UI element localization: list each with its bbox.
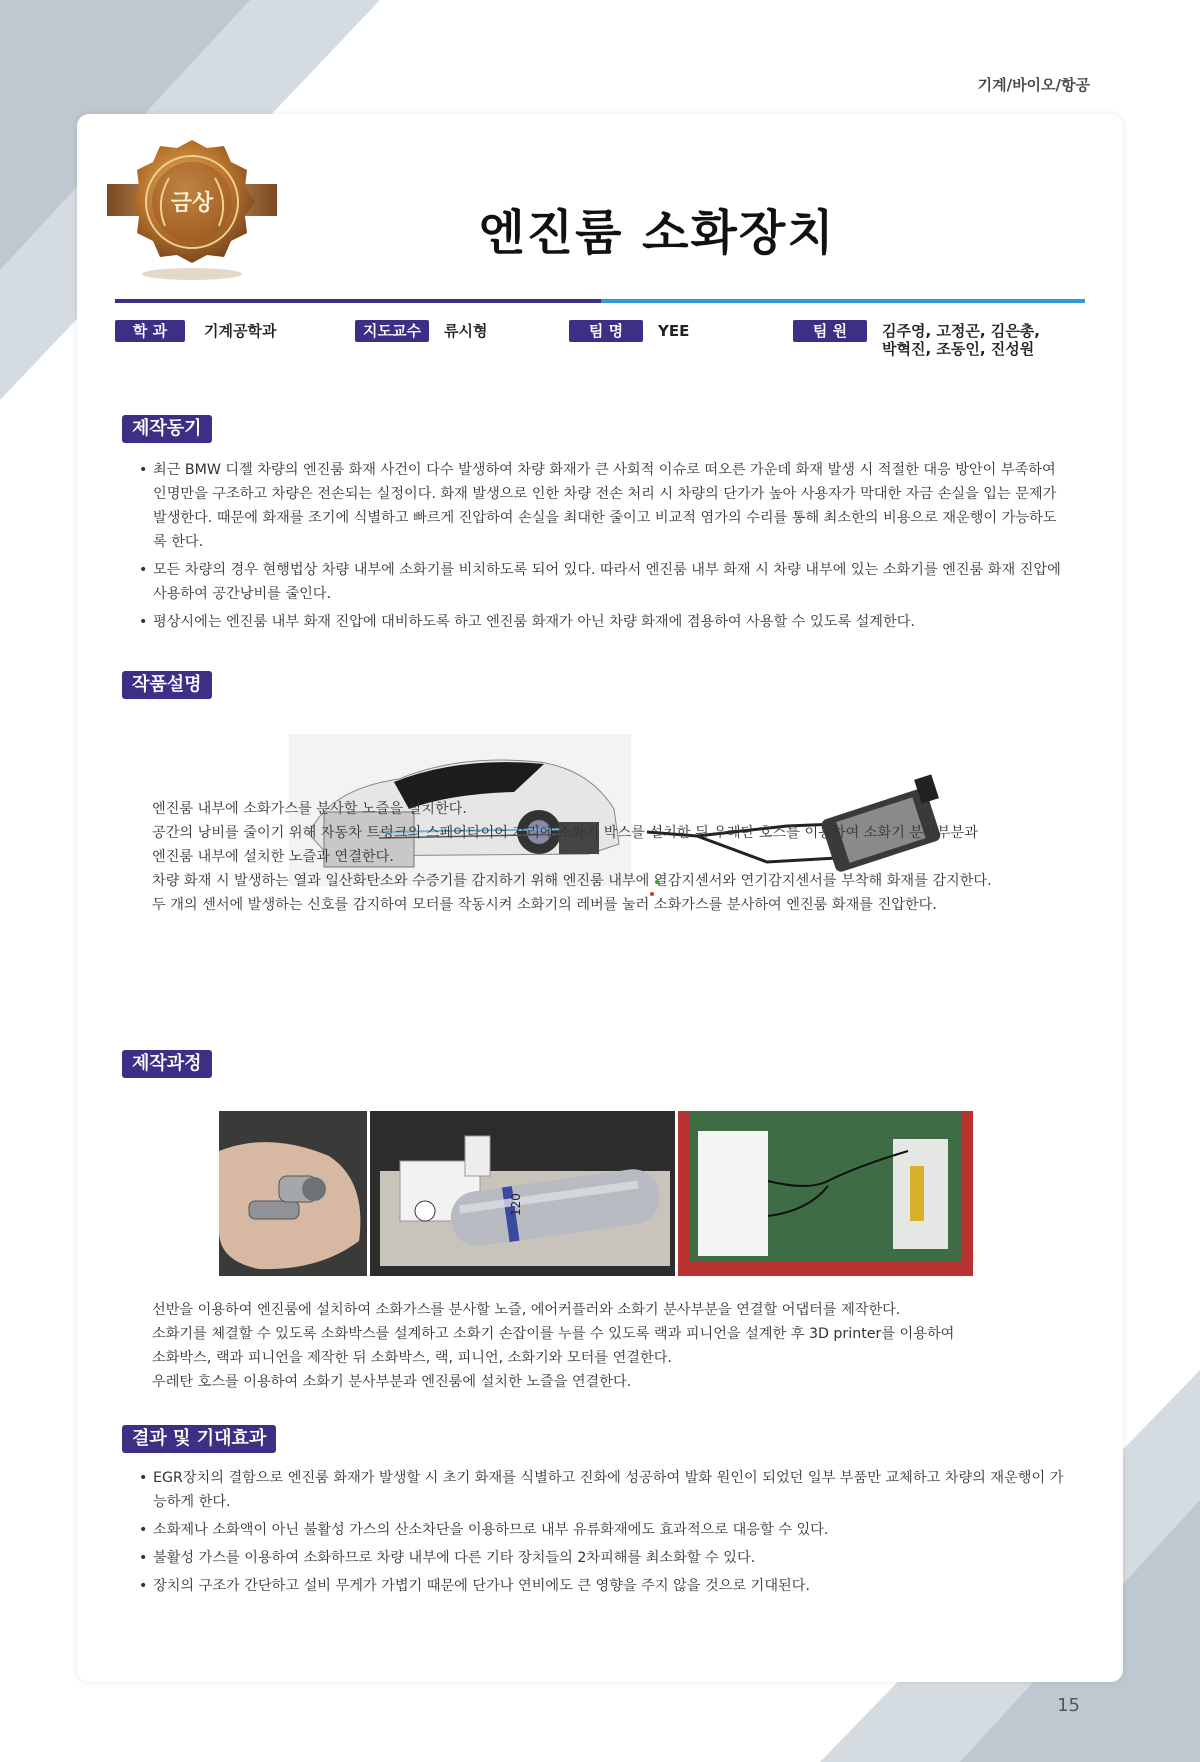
list-item: • 불활성 가스를 이용하여 소화하므로 차량 내부에 다른 기타 장치들의 2차피해를 최소화할 수 있다.: [139, 1546, 1069, 1570]
list-item: • 모든 차량의 경우 현행법상 차량 내부에 소화기를 비치하도록 되어 있다. 따라서 엔진룸 내부 화재 시 차량 내부에 있는 소화기를 엔진룸 화재 진압에 사용하여 공간낭비를 줄인다.: [139, 558, 1069, 606]
section-process-label: 제작과정: [122, 1050, 212, 1078]
extinguisher-box-photo: [370, 1111, 675, 1276]
section-results-label: 결과 및 기대효과: [122, 1425, 276, 1453]
dept-label: 학 과: [115, 320, 185, 342]
award-text: 금상: [170, 191, 214, 216]
list-item: • 평상시에는 엔진룸 내부 화재 진압에 대비하도록 하고 엔진룸 화재가 아닌 차량 화재에 겸용하여 사용할 수 있도록 설계한다.: [139, 610, 1069, 634]
gold-award-medal: [107, 136, 277, 286]
extinguisher-label-text: 120: [509, 1193, 523, 1216]
assembled-device-photo: [678, 1111, 973, 1276]
motivation-list: [139, 458, 1069, 638]
section-description-label: 작품설명: [122, 671, 212, 699]
section-motivation-label: 제작동기: [122, 415, 212, 443]
team-value: YEE: [658, 322, 690, 340]
category-label: 기계/바이오/항공: [977, 76, 1090, 94]
list-item: • 소화제나 소화액이 아닌 불활성 가스의 산소차단을 이용하므로 내부 유류화재에도 효과적으로 대응할 수 있다.: [139, 1518, 1069, 1542]
title-divider: [115, 299, 1085, 303]
advisor-label: 지도교수: [355, 320, 429, 342]
results-list: [139, 1466, 1069, 1602]
list-item: • EGR장치의 결함으로 엔진룸 화재가 발생할 시 초기 화재를 식별하고 진화에 성공하여 발화 원인이 되었던 일부 부품만 교체하고 차량의 재운행이 가능하게 한다.: [139, 1466, 1069, 1514]
list-item: • 최근 BMW 디젤 차량의 엔진룸 화재 사건이 다수 발생하여 차량 화재가 큰 사회적 이슈로 떠오른 가운데 화재 발생 시 적절한 대응 방안이 부족하여 인명만을 구조하고 차량은 전손되는 실정이다. 화재 발생으로 인한 차량 전손 처리 시 차량의 단가가 높아 사용자가 막대한 자금 손실을 입는 문제가 발생한다. 때문에 화재를 조기에 식별하고 빠르게 진압하여 손실을 최대한 줄이고 비교적 염가의 수리를 통해 최소한의 비용으로 재운행이 가능하도록 한다.: [139, 458, 1069, 554]
team-label: 팀 명: [569, 320, 643, 342]
advisor-value: 류시형: [444, 322, 488, 340]
page-number: 15: [1057, 1695, 1080, 1716]
page-title: 엔진룸 소화장치: [478, 205, 836, 261]
members-value: 김주영, 고정곤, 김은총, 박혁진, 조동인, 진성원: [882, 322, 1040, 358]
dept-value: 기계공학과: [204, 322, 277, 340]
process-text: 선반을 이용하여 엔진룸에 설치하여 소화가스를 분사할 노즐, 에어커플러와 소화기 분사부분을 연결할 어댑터를 제작한다. 소화기를 체결할 수 있도록 소화박스를 설계하고 소화기 손잡이를 누를 수 있도록 랙과 피니언을 설계한 후 3D printer를 이용하여 소화박스, 랙과 피니언을 제작한 뒤 소화박스, 랙, 피니언, 소화기와 모터를 연결한다. 우레탄 호스를 이용하여 소화기 분사부분과 엔진룸에 설치한 노즐을 연결한다.: [152, 1302, 955, 1390]
list-item: • 장치의 구조가 간단하고 설비 무게가 가볍기 때문에 단가나 연비에도 큰 영향을 주지 않을 것으로 기대된다.: [139, 1574, 1069, 1598]
nozzle-parts-photo: [219, 1111, 367, 1276]
award-card: [77, 114, 1123, 1682]
members-label: 팀 원: [793, 320, 867, 342]
description-text: 엔진룸 내부에 소화가스를 분사할 노즐을 설치한다. 공간의 낭비를 줄이기 위해 자동차 트렁크의 스페어타이어 자리에 소화기 박스를 설치한 뒤 우레탄 호스를 이용하여 소화기 분사부분과 엔진룸 내부에 설치한 노즐과 연결한다. 차량 화재 시 발생하는 열과 일산화탄소와 수증기를 감지하기 위해 엔진룸 내부에 열감지센서와 연기감지센서를 부착해 화재를 감지한다. 두 개의 센서에 발생하는 신호를 감지하여 모터를 작동시켜 소화기의 레버를 눌러 소화가스를 분사하여 엔진룸 화재를 진압한다.: [152, 801, 992, 913]
project-info-row: [117, 320, 1077, 370]
